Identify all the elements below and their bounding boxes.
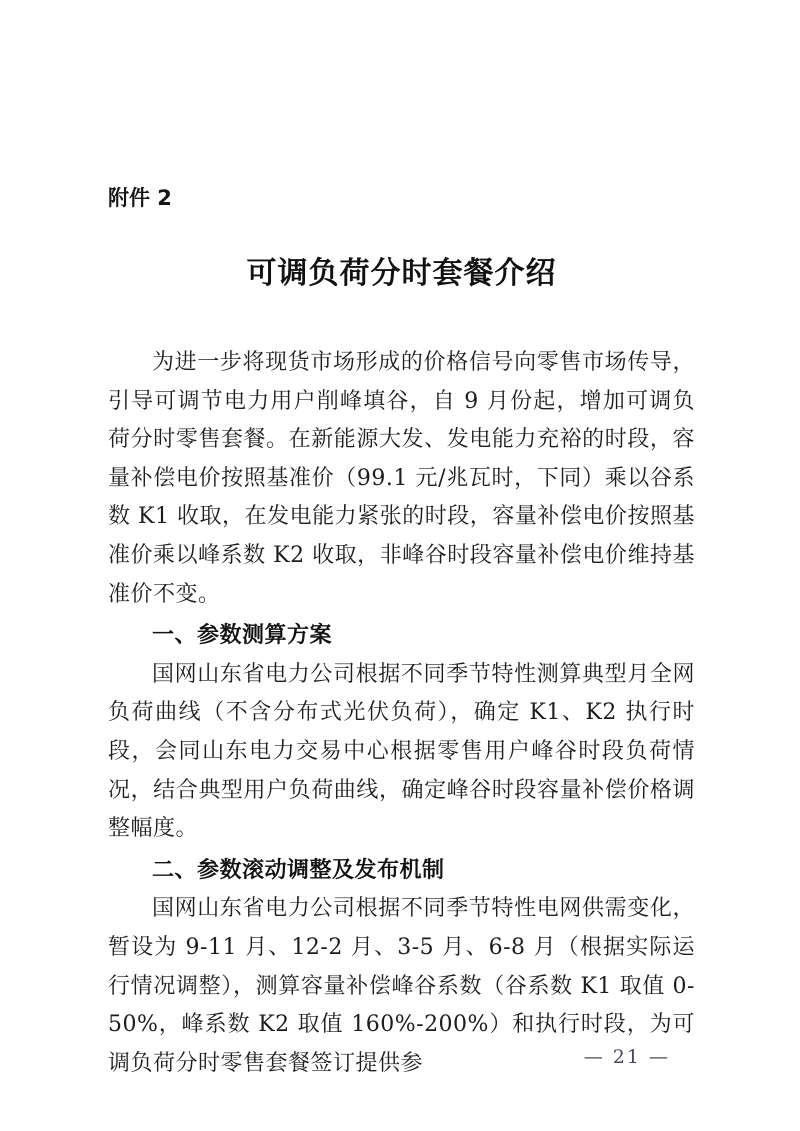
section-1-paragraph: 国网山东省电力公司根据不同季节特性测算典型月全网负荷曲线（不含分布式光伏负荷），确定 K1、K2 执行时段，会同山东电力交易中心根据零售用户峰谷时段负荷情况，结合典型用户负荷曲线，确定峰谷时段容量补偿价格调整幅度。 [108,661,695,842]
section-1-heading: 一、参数测算方案 [152,623,333,649]
section-2-paragraph: 国网山东省电力公司根据不同季节特性电网供需变化，暂设为 9-11 月、12-2 月、3-5 月、6-8 月（根据实际运行情况调整），测算容量补偿峰谷系数（谷系数 K1 取值 0-50%，峰系数 K2 取值 160%-200%）和执行时段，为可调负荷分时零售套餐签订提供参 [108,896,695,1076]
intro-paragraph: 为进一步将现货市场形成的价格信号向零售市场传导，引导可调节电力用户削峰填谷，自 9 月份起，增加可调负荷分时零售套餐。在新能源大发、发电能力充裕的时段，容量补偿电价按照基准价（99.1 元/兆瓦时，下同）乘以谷系数 K1 收取，在发电能力紧张的时段，容量补偿电价按照基准价乘以峰系数 K2 收取，非峰谷时段容量补偿电价维持基准价不变。 [108,350,695,607]
page-number: — 21 — [583,1046,670,1068]
document-content [0,186,800,1083]
document-title: 可调负荷分时套餐介绍 [246,256,557,291]
attachment-label: 附件 2 [108,186,172,210]
section-2-heading: 二、参数滚动调整及发布机制 [152,857,445,883]
